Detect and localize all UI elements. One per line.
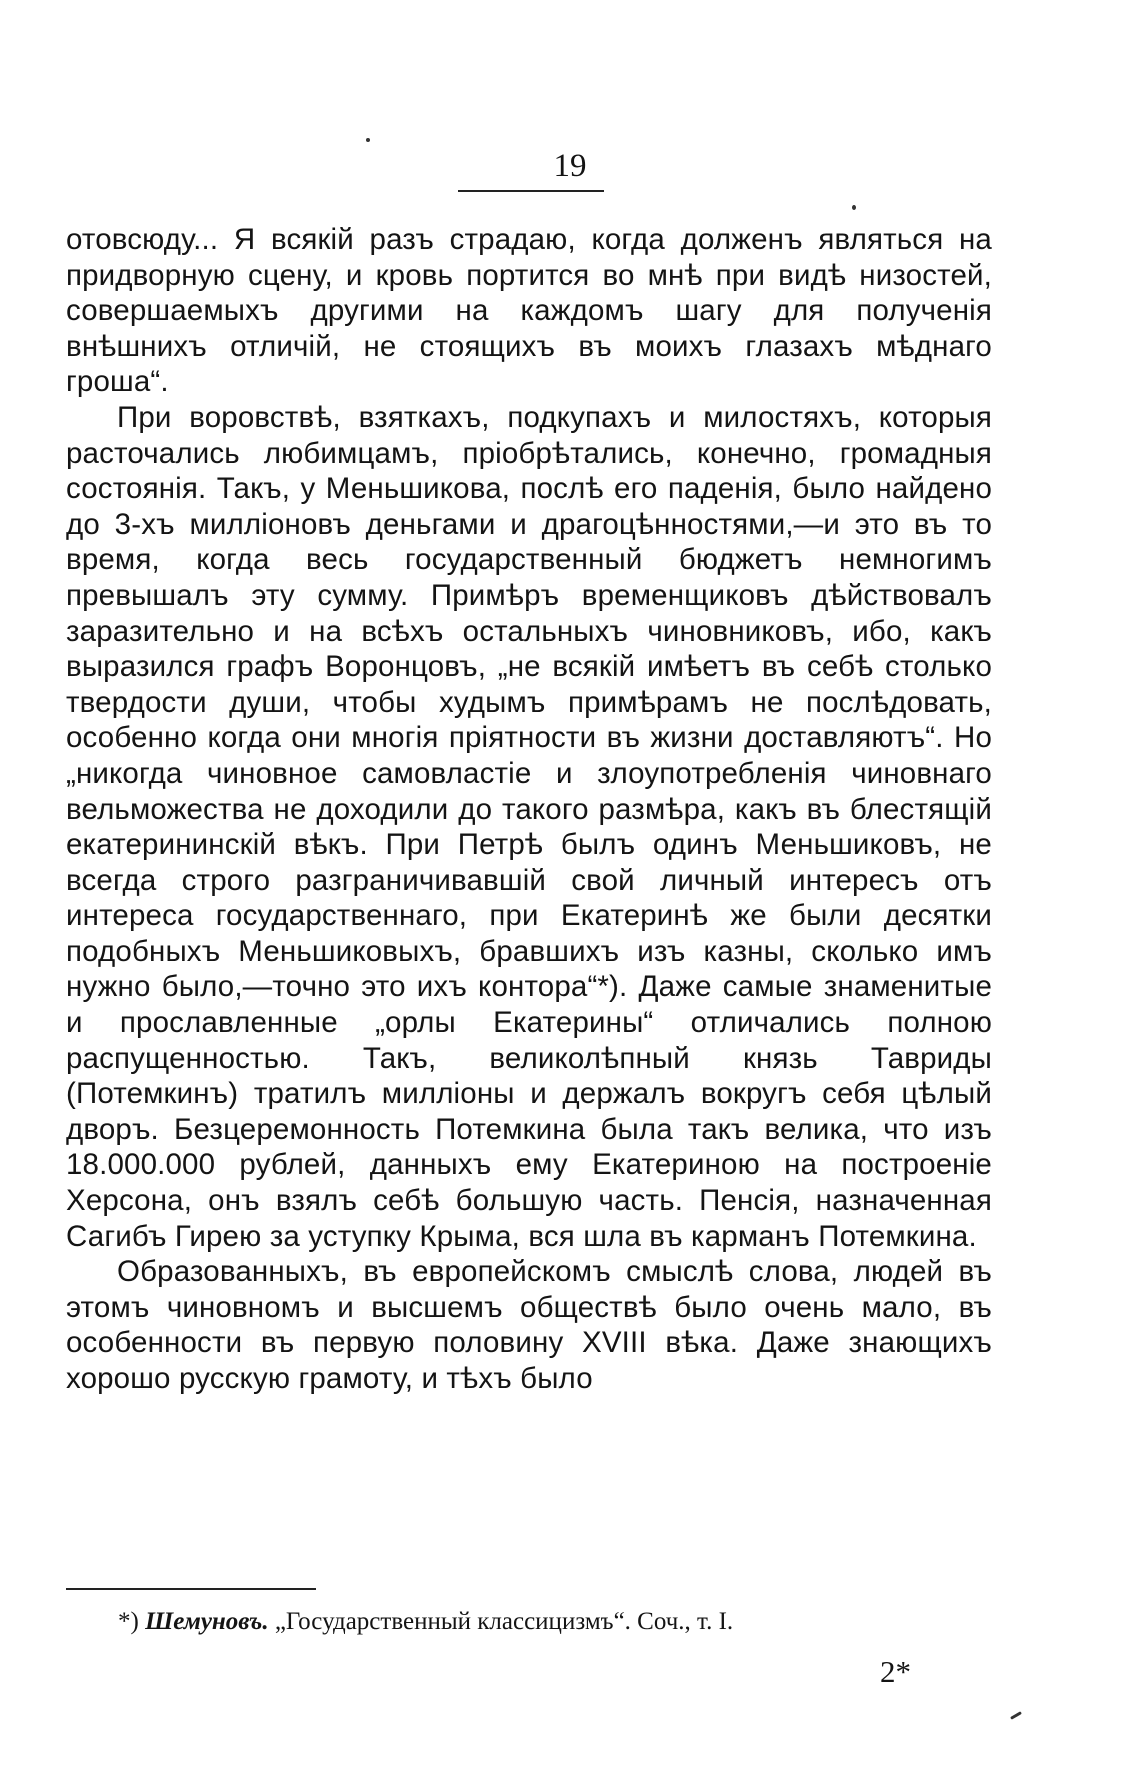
- footnote-marker: *): [118, 1608, 139, 1635]
- paragraph-continuation: отовсюду... Я всякій разъ страдаю, когда долженъ являться на придворную сцену, и кровь портится во мнѣ при видѣ низостей, совершаемыхъ другими на каждомъ шагу для полученія внѣшнихъ отличій, не стоящихъ въ моихъ глазахъ мѣднаго гроша“.: [66, 223, 992, 399]
- footnote: [118, 1606, 998, 1638]
- paragraph-officials: При воровствѣ, взяткахъ, подкупахъ и милостяхъ, которыя расточались любимцамъ, пріобрѣтались, конечно, громадныя состоянія. Такъ, у Меньшикова, послѣ его паденія, было найдено до 3-хъ милліоновъ деньгами и драгоцѣнностями,—и это въ то время, когда весь государственный бюджетъ немногимъ превышалъ эту сумму. Примѣръ временщиковъ дѣйствовалъ заразительно и на всѣхъ остальныхъ чиновниковъ, ибо, какъ выразился графъ Воронцовъ, „не всякій имѣетъ въ себѣ столько твердости души, чтобы худымъ примѣрамъ не послѣдовать, особенно когда они многія пріятности въ жизни доставляютъ“. Но „никогда чиновное самовластіе и злоупотребленія чиновнаго вельможества не доходили до такого размѣра, какъ въ блестящій екатерининскій вѣкъ. При Петрѣ былъ одинъ Меньшиковъ, не всегда строго разграничивавшій свой личный интересъ отъ интереса государственнаго, при Екатеринѣ же были десятки подобныхъ Меньшиковыхъ, бравшихъ изъ казны, сколько имъ нужно было,—точно это ихъ контора“*). Даже самые знаменитые и прославленные „орлы Екатерины“ отличались полною распущенностью. Такъ, великолѣпный князь Тавриды (Потемкинъ) тратилъ милліоны и держалъ вокругъ себя цѣлый дворъ. Безцеремонность Потемкина была такъ велика, что изъ 18.000.000 рублей, данныхъ ему Екатериною на построеніе Херсона, онъ взялъ себѣ большую часть. Пенсія, назначенная Сагибъ Гирею за уступку Крыма, вся шла въ карманъ Потемкина.: [66, 400, 992, 1253]
- footnote-rule: [66, 1588, 316, 1590]
- signature-mark: 2*: [880, 1654, 911, 1689]
- footnote-text: „Государственный классицизмъ“. Соч., т. I.: [274, 1608, 734, 1635]
- header-rule: [458, 190, 604, 192]
- footnote-author: Шемуновъ.: [145, 1608, 269, 1635]
- page-number: 19: [553, 148, 587, 184]
- paragraph-education: Образованныхъ, въ европейскомъ смыслѣ слова, людей въ этомъ чиновномъ и высшемъ обществѣ было очень мало, въ особенности въ первую половину XVIII вѣка. Даже знающихъ хорошо русскую грамоту, и тѣхъ было: [66, 1255, 992, 1395]
- body-text: [66, 222, 992, 1397]
- scan-speck: [1010, 1711, 1022, 1720]
- scan-speck: [366, 138, 370, 142]
- scan-speck: [852, 205, 856, 210]
